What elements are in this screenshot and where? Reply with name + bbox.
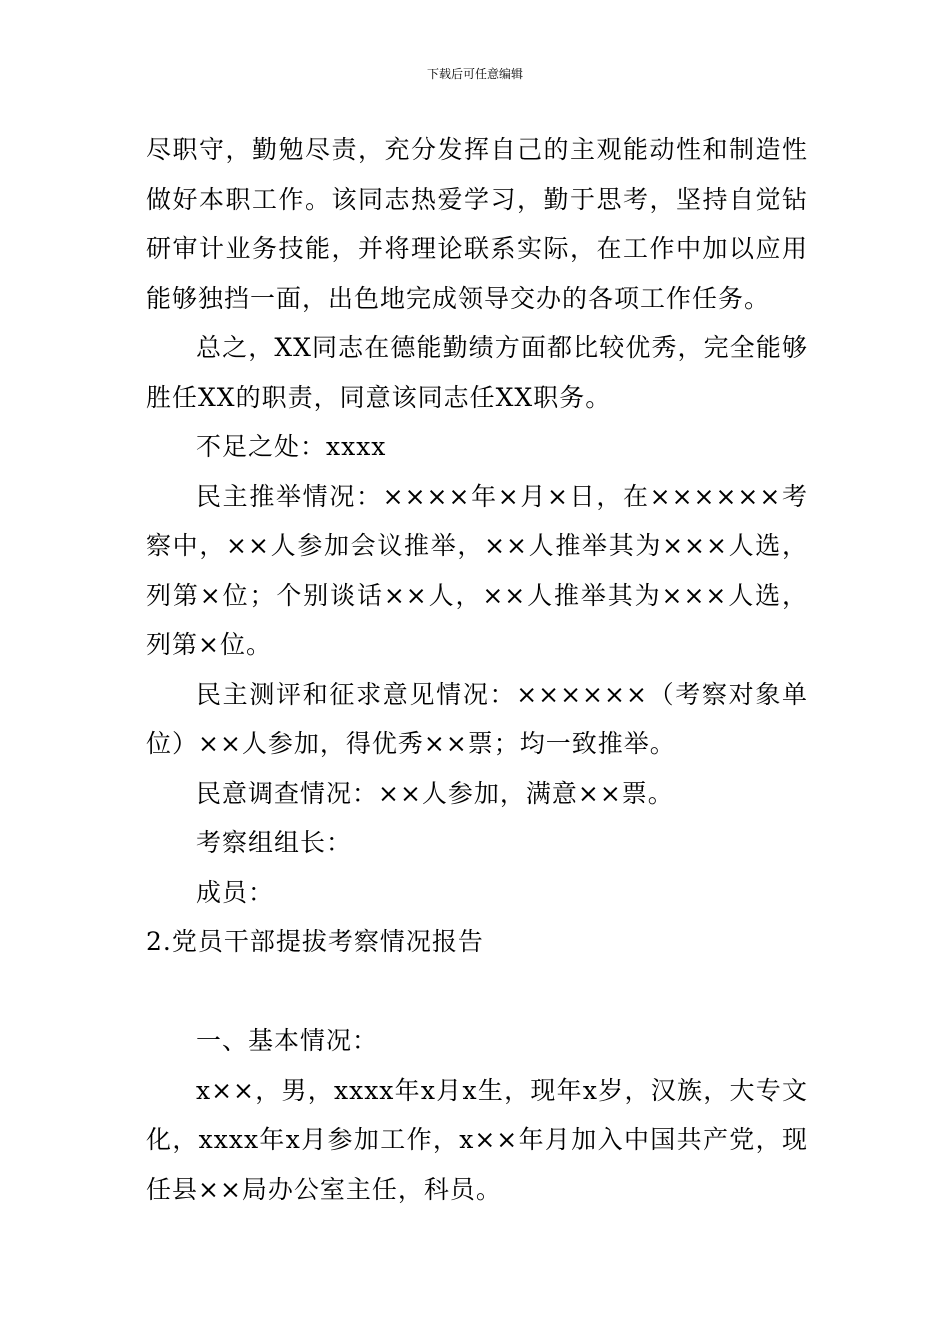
section-title-report: 2.党员干部提拔考察情况报告 — [146, 927, 484, 956]
paragraph-team-leader: 考察组组长： — [196, 828, 353, 857]
blank-line — [146, 967, 808, 1017]
paragraph-shortcomings: 不足之处：xxxx — [196, 432, 387, 461]
paragraph-conclusion: 总之，XX同志在德能勤绩方面都比较优秀，完全能够胜任XX的职责，同意该同志任XX职务。 — [146, 333, 808, 412]
paragraph-work-performance: 尽职守，勤勉尽责，充分发挥自己的主观能动性和制造性做好本职工作。该同志热爱学习，勤于思考，坚持自觉钻研审计业务技能，并将理论联系实际，在工作中加以应用能够独挡一面，出色地完成领导交办的各项工作任务。 — [146, 135, 808, 313]
section-heading-basic-info: 一、基本情况： — [196, 1026, 379, 1055]
paragraph-democratic-evaluation: 民主测评和征求意见情况：××××××（考察对象单位）××人参加，得优秀××票；均一致推举。 — [146, 679, 808, 758]
document-body — [146, 125, 808, 1214]
paragraph-democratic-recommendation: 民主推举情况：××××年×月×日，在××××××考察中，××人参加会议推举，××人推举其为×××人选，列第×位；个别谈话××人，××人推举其为×××人选，列第×位。 — [146, 481, 808, 659]
paragraph-basic-info: x××，男，xxxx年x月x生，现年x岁，汉族，大专文化，xxxx年x月参加工作，x××年月加入中国共产党，现任县××局办公室主任，科员。 — [146, 1075, 808, 1204]
paragraph-public-opinion: 民意调查情况：××人参加，满意××票。 — [196, 778, 674, 808]
paragraph-members: 成员： — [196, 877, 275, 907]
page-header: 下载后可任意编辑 — [426, 67, 523, 81]
